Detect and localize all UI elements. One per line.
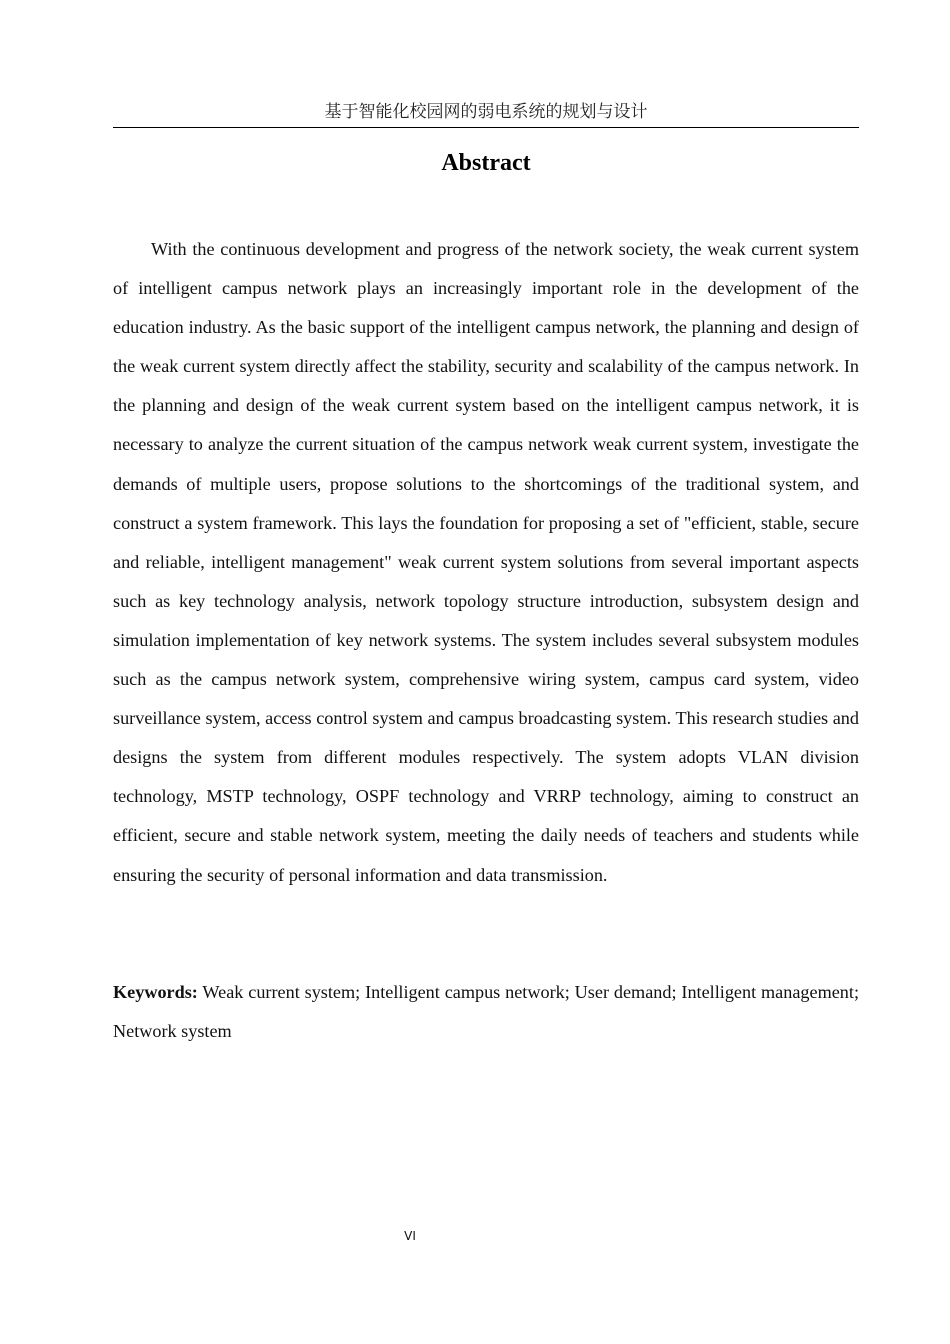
header-rule: [113, 127, 859, 128]
keywords-paragraph: [113, 973, 859, 1051]
running-header: 基于智能化校园网的弱电系统的规划与设计: [324, 102, 648, 122]
page-number: VI: [404, 1229, 416, 1243]
abstract-body: With the continuous development and progress of the network society, the weak current system of intelligent campus network plays an increasingly important role in the development of the education industry. As the basic support of the intelligent campus network, the planning and design of the weak current system directly affect the stability, security and scalability of the campus network. In the planning and design of the weak current system based on the intelligent campus network, it is necessary to analyze the current situation of the campus network weak current system, investigate the demands of multiple users, propose solutions to the shortcomings of the traditional system, and construct a system framework. This lays the foundation for proposing a set of "efficient, stable, secure and reliable, intelligent management" weak current system solutions from several important aspects such as key technology analysis, network topology structure introduction, subsystem design and simulation implementation of key network systems. The system includes several subsystem modules such as the campus network system, comprehensive wiring system, campus card system, video surveillance system, access control system and campus broadcasting system. This research studies and designs the system from different modules respectively. The system adopts VLAN division technology, MSTP technology, OSPF technology and VRRP technology, aiming to construct an efficient, secure and stable network system, meeting the daily needs of teachers and students while ensuring the security of personal information and data transmission.: [113, 239, 859, 885]
abstract-title: Abstract: [441, 150, 531, 176]
keywords-text: Weak current system; Intelligent campus network; User demand; Intelligent management; Network system: [113, 982, 859, 1042]
keywords-label: Keywords:: [113, 982, 198, 1002]
